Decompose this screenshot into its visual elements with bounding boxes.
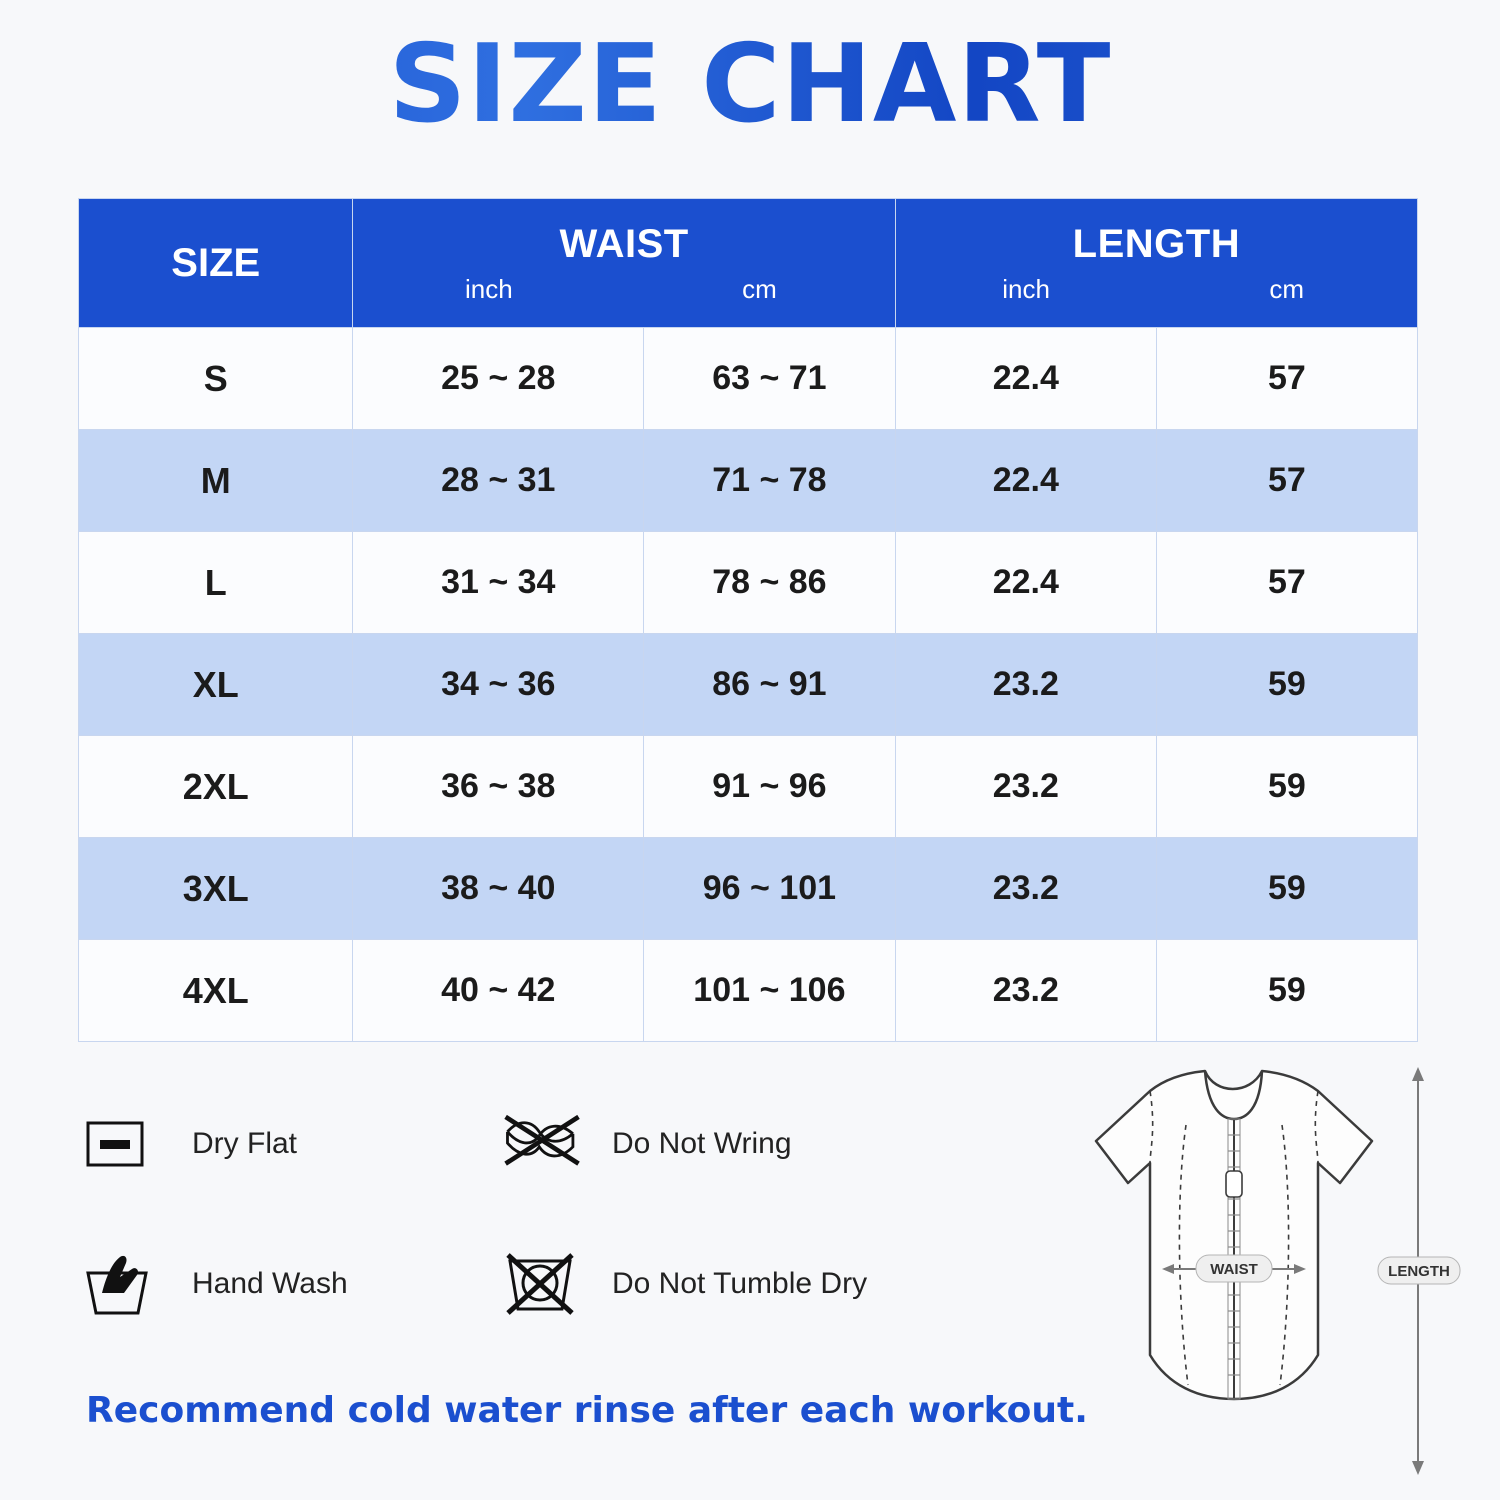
cell-size: XL (79, 634, 353, 736)
column-header-length-unit-inch: inch (1002, 273, 1050, 304)
column-header-waist-label: WAIST (559, 221, 689, 266)
cell-length-cm: 59 (1156, 736, 1417, 838)
cell-size: M (79, 430, 353, 532)
cell-size: 4XL (79, 940, 353, 1042)
cell-waist-cm: 91 ~ 96 (644, 736, 896, 838)
cell-size: S (79, 328, 353, 430)
table-row (79, 838, 1418, 940)
table-row (79, 532, 1418, 634)
cell-length-inch: 23.2 (895, 736, 1156, 838)
care-row-1 (80, 1105, 980, 1183)
cell-waist-cm: 86 ~ 91 (644, 634, 896, 736)
cell-length-cm: 59 (1156, 634, 1417, 736)
care-label-dry-flat: Dry Flat (192, 1127, 297, 1160)
size-chart-table (78, 198, 1418, 1042)
cell-length-inch: 23.2 (895, 838, 1156, 940)
length-measure-label: LENGTH (1388, 1263, 1450, 1280)
hand-wash-icon (80, 1245, 166, 1323)
cell-length-cm: 57 (1156, 430, 1417, 532)
column-header-size (79, 199, 353, 328)
cell-waist-inch: 40 ~ 42 (353, 940, 644, 1042)
cell-size: L (79, 532, 353, 634)
cell-waist-inch: 31 ~ 34 (353, 532, 644, 634)
cell-length-cm: 59 (1156, 940, 1417, 1042)
care-label-do-not-tumble-dry: Do Not Tumble Dry (612, 1267, 868, 1300)
care-row-2 (80, 1245, 980, 1323)
column-header-waist-unit-cm: cm (742, 273, 777, 304)
cell-length-inch: 22.4 (895, 430, 1156, 532)
table-header (79, 199, 1418, 328)
cell-waist-cm: 101 ~ 106 (644, 940, 896, 1042)
page-title: SIZE CHART (0, 0, 1500, 147)
table-body (79, 328, 1418, 1042)
cell-length-cm: 57 (1156, 328, 1417, 430)
dry-flat-icon (80, 1105, 166, 1183)
column-header-length-unit-cm: cm (1269, 273, 1305, 304)
do-not-tumble-dry-icon (500, 1245, 586, 1323)
column-header-length-label: LENGTH (1072, 221, 1241, 266)
table-row (79, 940, 1418, 1042)
cell-waist-inch: 38 ~ 40 (353, 838, 644, 940)
table-row (79, 328, 1418, 430)
cell-waist-inch: 36 ~ 38 (353, 736, 644, 838)
table-row (79, 430, 1418, 532)
cell-size: 2XL (79, 736, 353, 838)
care-item-hand-wash (80, 1245, 500, 1323)
care-item-do-not-tumble-dry (500, 1245, 920, 1323)
column-header-length (895, 199, 1417, 328)
cell-length-inch: 23.2 (895, 634, 1156, 736)
cell-length-inch: 22.4 (895, 328, 1156, 430)
column-header-waist-unit-inch: inch (464, 273, 513, 304)
cell-waist-inch: 25 ~ 28 (353, 328, 644, 430)
table-row (79, 634, 1418, 736)
cell-waist-inch: 34 ~ 36 (353, 634, 644, 736)
care-item-dry-flat (80, 1105, 500, 1183)
cell-length-cm: 57 (1156, 532, 1417, 634)
care-instructions (80, 1105, 980, 1385)
cell-waist-cm: 96 ~ 101 (644, 838, 896, 940)
cell-waist-inch: 28 ~ 31 (353, 430, 644, 532)
cell-length-inch: 23.2 (895, 940, 1156, 1042)
cell-length-cm: 59 (1156, 838, 1417, 940)
column-header-size-label: SIZE (171, 241, 261, 285)
care-label-hand-wash: Hand Wash (192, 1267, 348, 1300)
cell-waist-cm: 78 ~ 86 (644, 532, 896, 634)
cell-waist-cm: 63 ~ 71 (644, 328, 896, 430)
care-item-do-not-wring (500, 1105, 920, 1183)
cell-size: 3XL (79, 838, 353, 940)
size-chart-table-wrapper (78, 198, 1418, 1042)
column-header-waist (353, 199, 895, 328)
cell-length-inch: 22.4 (895, 532, 1156, 634)
cell-waist-cm: 71 ~ 78 (644, 430, 896, 532)
table-row (79, 736, 1418, 838)
waist-measure-label: WAIST (1210, 1261, 1258, 1278)
do-not-wring-icon (500, 1105, 586, 1183)
care-note: Recommend cold water rinse after each workout. (86, 1390, 1088, 1431)
care-label-do-not-wring: Do Not Wring (612, 1127, 792, 1160)
